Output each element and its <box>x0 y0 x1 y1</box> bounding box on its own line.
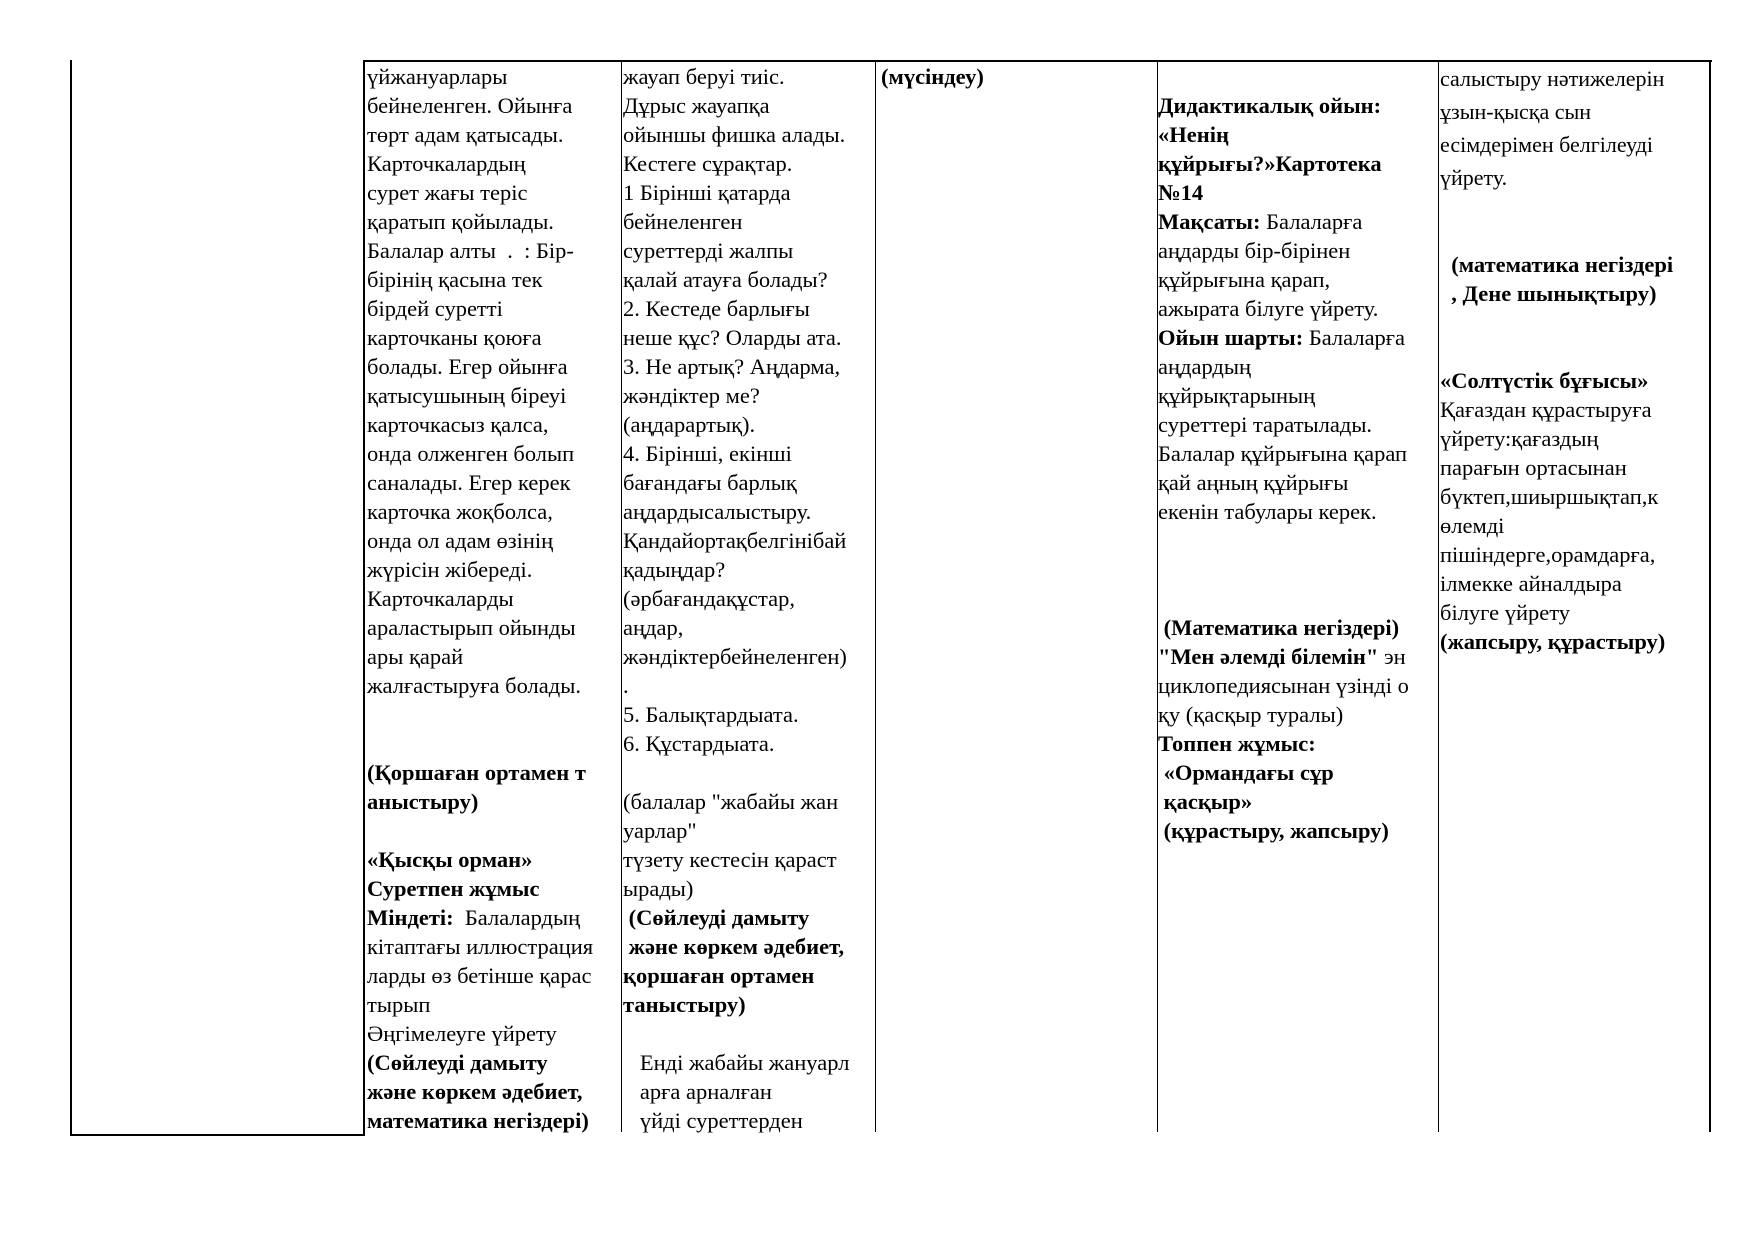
text-line <box>367 990 593 1019</box>
table-cell-col6-top <box>1440 62 1664 194</box>
text-line <box>1440 627 1673 656</box>
text-line-content: аныстыру) <box>367 789 479 814</box>
text-line-content: ажырата білуге үйрету. <box>1158 296 1379 321</box>
text-line <box>1440 453 1673 482</box>
text-line-content: карточканы қоюға <box>367 325 542 350</box>
text-line <box>623 294 849 323</box>
text-line-content: қоршаған ортамен <box>623 963 815 988</box>
text-line-content: бейнеленген. Ойынға <box>367 93 573 118</box>
text-line-content: Қандайортақбелгінібай <box>623 528 847 553</box>
text-line <box>623 1019 849 1048</box>
text-line-content: бейнеленген <box>623 209 743 234</box>
text-line <box>623 758 849 787</box>
text-line-continuation: Балалардың <box>464 905 581 930</box>
text-line-content: Әңгімелеуге үйрету <box>367 1021 557 1046</box>
text-line <box>1440 395 1673 424</box>
text-line-continuation: Балаларға <box>1266 209 1363 234</box>
text-line-content: үйді суреттерден <box>623 1108 803 1133</box>
text-line <box>623 845 849 874</box>
table-cell-col2 <box>367 62 593 1135</box>
text-line-content: (Сөйлеуді дамыту <box>367 1050 548 1075</box>
text-line <box>367 526 593 555</box>
text-line <box>1440 598 1673 627</box>
table-cell-col6-bottom <box>1440 250 1673 656</box>
text-line-content: қаратып қойылады. <box>367 209 554 234</box>
text-line <box>623 178 849 207</box>
text-line-content: ырады) <box>623 876 694 901</box>
text-line <box>623 584 849 613</box>
text-line-content: құйрығына қарап, <box>1158 267 1331 292</box>
table-cell-col4 <box>881 62 984 91</box>
text-line-content: Қағаздан құрастыруға <box>1440 397 1652 422</box>
text-line-content: 5. Балықтардыата. <box>623 702 799 727</box>
text-line <box>1158 700 1409 729</box>
text-line-content: ойыншы фишка алады. <box>623 122 846 147</box>
text-line <box>367 816 593 845</box>
text-line <box>367 555 593 584</box>
text-line <box>623 120 849 149</box>
text-line <box>623 91 849 120</box>
text-line-content: жәндіктер ме? <box>623 383 760 408</box>
text-line-content: (математика негіздері <box>1440 252 1674 277</box>
text-line <box>1158 787 1409 816</box>
text-line-content: ларды өз бетінше қарас <box>367 963 592 988</box>
text-line-content: «Солтүстік бұғысы» <box>1440 368 1649 393</box>
text-line-content: циклопедиясынан үзінді о <box>1158 673 1409 698</box>
text-line-content: арға арналған <box>623 1079 772 1104</box>
text-line <box>367 294 593 323</box>
text-line-content: (әрбағандақұстар, <box>623 586 795 611</box>
text-line <box>1440 540 1673 569</box>
text-line <box>1158 729 1409 758</box>
text-line-content: үйжануарлары <box>367 64 508 89</box>
text-line <box>623 381 849 410</box>
text-line-content: , Дене шынықтыру) <box>1440 281 1657 306</box>
table-cell-col1 <box>72 62 363 1134</box>
text-line <box>367 207 593 236</box>
text-line-content: «Ормандағы сұр <box>1158 760 1334 785</box>
text-line <box>623 874 849 903</box>
text-line-content: онда ол адам өзінің <box>367 528 554 553</box>
text-line-content: 2. Кестеде барлығы <box>623 296 810 321</box>
text-line-content: Міндеті: <box>367 905 465 930</box>
text-line <box>623 468 849 497</box>
text-line <box>367 120 593 149</box>
text-line <box>623 62 849 91</box>
text-line <box>623 149 849 178</box>
text-line <box>367 584 593 613</box>
text-line-content: бағандағы барлық <box>623 470 797 495</box>
text-line-content: қалай атауға болады? <box>623 267 828 292</box>
text-line <box>1158 410 1409 439</box>
text-line-content: қадыңдар? <box>623 557 726 582</box>
text-line <box>367 468 593 497</box>
text-line <box>367 62 593 91</box>
col1-right-border <box>363 60 365 1136</box>
text-line <box>1158 613 1409 642</box>
text-line-content: Карточкаларды <box>367 586 514 611</box>
text-line <box>623 613 849 642</box>
text-line <box>367 758 593 787</box>
text-line-content: болады. Егер ойынға <box>367 354 568 379</box>
text-line <box>367 671 593 700</box>
text-line-content: Суретпен жұмыс <box>367 876 540 901</box>
text-line-content: Мақсаты: <box>1158 209 1267 234</box>
text-line-content: карточкасыз қалса, <box>367 412 549 437</box>
text-line-content: (Математика негіздері) <box>1158 615 1400 640</box>
text-line-content: аңдардың <box>1158 354 1252 379</box>
text-line-content: қу (қасқыр туралы) <box>1158 702 1344 727</box>
text-line-content: және көркем әдебиет, <box>623 934 845 959</box>
text-line-content: үйрету. <box>1440 165 1508 190</box>
text-line <box>1158 62 1409 91</box>
text-line-content: төрт адам қатысады. <box>367 122 564 147</box>
text-line <box>367 1019 593 1048</box>
text-line <box>623 642 849 671</box>
text-line-content: ілмекке айналдыра <box>1440 571 1622 596</box>
text-line <box>623 410 849 439</box>
text-line-content: қай аңның құйрығы <box>1158 470 1349 495</box>
text-line-content: ұзын-қысқа сын <box>1440 99 1592 124</box>
text-line <box>623 323 849 352</box>
text-line-content: 6. Құстардыата. <box>623 731 775 756</box>
col5-right-border <box>1438 60 1439 1132</box>
text-line <box>1158 236 1409 265</box>
text-line <box>367 381 593 410</box>
text-line <box>1158 526 1409 555</box>
text-line-content: неше құс? Оларды ата. <box>623 325 842 350</box>
text-line-content: араластырып ойынды <box>367 615 576 640</box>
text-line-content: математика негіздері) <box>367 1108 589 1133</box>
text-line <box>623 236 849 265</box>
text-line-content: және көркем әдебиет, <box>367 1079 583 1104</box>
text-line <box>367 439 593 468</box>
text-line-content: (құрастыру, жапсыру) <box>1158 818 1389 843</box>
text-line-content: (мүсіндеу) <box>881 64 984 89</box>
text-line <box>367 236 593 265</box>
text-line-content: сурет жағы теріс <box>367 180 528 205</box>
text-line <box>1440 482 1673 511</box>
text-line <box>1158 265 1409 294</box>
col6-right-border <box>1709 60 1711 1132</box>
text-line <box>623 1106 849 1135</box>
text-line-content: бірдей суретті <box>367 296 503 321</box>
text-line <box>367 91 593 120</box>
text-line <box>1158 584 1409 613</box>
text-line-content: суреттерді жалпы <box>623 238 794 263</box>
text-line <box>1158 120 1409 149</box>
text-line-content: онда олженген болып <box>367 441 575 466</box>
text-line-content: есімдерімен белгілеуді <box>1440 132 1654 157</box>
text-line <box>1158 352 1409 381</box>
text-line-content: Балалар құйрығына қарап <box>1158 441 1408 466</box>
text-line-content: Дұрыс жауапқа <box>623 93 770 118</box>
text-line <box>1440 366 1673 395</box>
text-line <box>367 874 593 903</box>
text-line-content: Дидактикалық ойын: <box>1158 93 1382 118</box>
text-line <box>367 700 593 729</box>
text-line-content: пішіндерге,орамдарға, <box>1440 542 1656 567</box>
text-line-content: жәндіктербейнеленген) <box>623 644 847 669</box>
text-line <box>1440 161 1664 194</box>
text-line <box>623 990 849 1019</box>
text-line <box>1440 279 1673 308</box>
text-line <box>367 787 593 816</box>
text-line-content: суреттері таратылады. <box>1158 412 1373 437</box>
text-line-content: 3. Не артық? Аңдарма, <box>623 354 841 379</box>
text-line <box>1158 642 1409 671</box>
text-line <box>367 961 593 990</box>
text-line <box>623 816 849 845</box>
text-line-content: №14 <box>1158 180 1204 205</box>
text-line <box>367 497 593 526</box>
text-line <box>367 1077 593 1106</box>
text-line <box>1158 294 1409 323</box>
text-line <box>623 526 849 555</box>
text-line-content: "Мен әлемді білемін" <box>1158 644 1384 669</box>
text-line-content: (жапсыру, құрастыру) <box>1440 629 1666 654</box>
text-line-content: Балалар алты . : Бір- <box>367 238 574 263</box>
text-line <box>623 439 849 468</box>
text-line <box>1440 62 1664 95</box>
text-line-content: «Қысқы орман» <box>367 847 533 872</box>
text-line <box>623 961 849 990</box>
text-line-content: құйрықтарының <box>1158 383 1316 408</box>
text-line <box>881 62 984 91</box>
text-line <box>367 1106 593 1135</box>
text-line <box>1158 323 1409 352</box>
text-line-content: 4. Бірінші, екінші <box>623 441 792 466</box>
text-line <box>367 178 593 207</box>
text-line <box>623 497 849 526</box>
text-line <box>623 555 849 584</box>
text-line <box>367 932 593 961</box>
text-line <box>367 1048 593 1077</box>
text-line <box>367 729 593 758</box>
text-line <box>367 845 593 874</box>
text-line <box>1158 671 1409 700</box>
text-line-content: (аңдарартық). <box>623 412 756 437</box>
text-line-content: Топпен жұмыс: <box>1158 731 1316 756</box>
text-line-content: (Сөйлеуді дамыту <box>623 905 810 930</box>
text-line-content: екенін табулары керек. <box>1158 499 1377 524</box>
text-line <box>1158 381 1409 410</box>
text-line-content: ары қарай <box>367 644 464 669</box>
col1-bottom-border <box>70 1134 365 1136</box>
text-line <box>623 729 849 758</box>
text-line-content: салыстыру нәтижелерін <box>1440 66 1665 91</box>
text-line-content: білуге үйрету <box>1440 600 1571 625</box>
text-line-content: үйрету:қағаздың <box>1440 426 1599 451</box>
text-line-content: карточка жоқболса, <box>367 499 553 524</box>
text-line-content: парағын ортасынан <box>1440 455 1627 480</box>
text-line <box>1158 91 1409 120</box>
text-line <box>1440 511 1673 540</box>
text-line <box>1440 250 1673 279</box>
text-line <box>1158 816 1409 845</box>
text-line-content: аңдардысалыстыру. <box>623 499 812 524</box>
text-line <box>1158 468 1409 497</box>
text-line <box>1440 308 1673 337</box>
text-line-content: жауап беруі тиіс. <box>623 64 785 89</box>
text-line <box>367 903 593 932</box>
text-line <box>367 613 593 642</box>
text-line-content: саналады. Егер керек <box>367 470 571 495</box>
text-line-content: Енді жабайы жануарл <box>623 1050 850 1075</box>
text-line <box>623 671 849 700</box>
text-line-content: уарлар" <box>623 818 697 843</box>
text-line-content: бірінің қасына тек <box>367 267 543 292</box>
text-line-content: . <box>623 673 629 698</box>
text-line-content: тырып <box>367 992 431 1017</box>
table-cell-col5 <box>1158 62 1409 845</box>
text-line <box>623 207 849 236</box>
text-line-content: бүктеп,шиыршықтап,к <box>1440 484 1659 509</box>
text-line-content: өлемді <box>1440 513 1505 538</box>
text-line-content: (балалар "жабайы жан <box>623 789 839 814</box>
text-line-content: құйрығы?»Картотека <box>1158 151 1382 176</box>
text-line <box>367 642 593 671</box>
text-line <box>1158 758 1409 787</box>
text-line <box>1440 128 1664 161</box>
text-line-content: түзету кестесін қараст <box>623 847 837 872</box>
text-line <box>367 410 593 439</box>
text-line-content: таныстыру) <box>623 992 746 1017</box>
text-line-content: Ойын шарты: <box>1158 325 1309 350</box>
text-line <box>623 352 849 381</box>
text-line <box>1440 569 1673 598</box>
text-line <box>623 1077 849 1106</box>
text-line <box>623 787 849 816</box>
text-line-content: қатысушының біреуі <box>367 383 567 408</box>
text-line <box>1158 207 1409 236</box>
text-line <box>1158 497 1409 526</box>
text-line <box>623 265 849 294</box>
table-cell-col3 <box>623 62 849 1135</box>
col3-right-border <box>875 60 876 1132</box>
text-line <box>367 323 593 352</box>
text-line <box>367 149 593 178</box>
text-line-content: (Қоршаған ортамен т <box>367 760 586 785</box>
text-line-content: кітаптағы иллюстрация <box>367 934 594 959</box>
text-line <box>623 903 849 932</box>
text-line-content: жалғастыруға болады. <box>367 673 581 698</box>
text-line <box>1440 95 1664 128</box>
text-line-content: «Ненің <box>1158 122 1229 147</box>
text-line <box>1158 149 1409 178</box>
text-line-continuation: Балаларға <box>1308 325 1406 350</box>
text-line-content: қасқыр» <box>1158 789 1253 814</box>
text-line-content: Кестеге сұрақтар. <box>623 151 793 176</box>
text-line <box>1158 439 1409 468</box>
text-line-content: аңдар, <box>623 615 684 640</box>
col2-right-border <box>621 60 622 1132</box>
text-line-content: Карточкалардың <box>367 151 526 176</box>
text-line <box>1440 424 1673 453</box>
text-line <box>367 265 593 294</box>
text-line-continuation: эн <box>1383 644 1406 669</box>
text-line <box>1440 337 1673 366</box>
text-line <box>367 352 593 381</box>
text-line-content: 1 Бірінші қатарда <box>623 180 791 205</box>
text-line-content: аңдарды бір-бірінен <box>1158 238 1351 263</box>
text-line <box>623 700 849 729</box>
text-line <box>1158 555 1409 584</box>
text-line <box>623 932 849 961</box>
text-line <box>623 1048 849 1077</box>
text-line-content: жүрісін жібереді. <box>367 557 533 582</box>
text-line <box>1158 178 1409 207</box>
